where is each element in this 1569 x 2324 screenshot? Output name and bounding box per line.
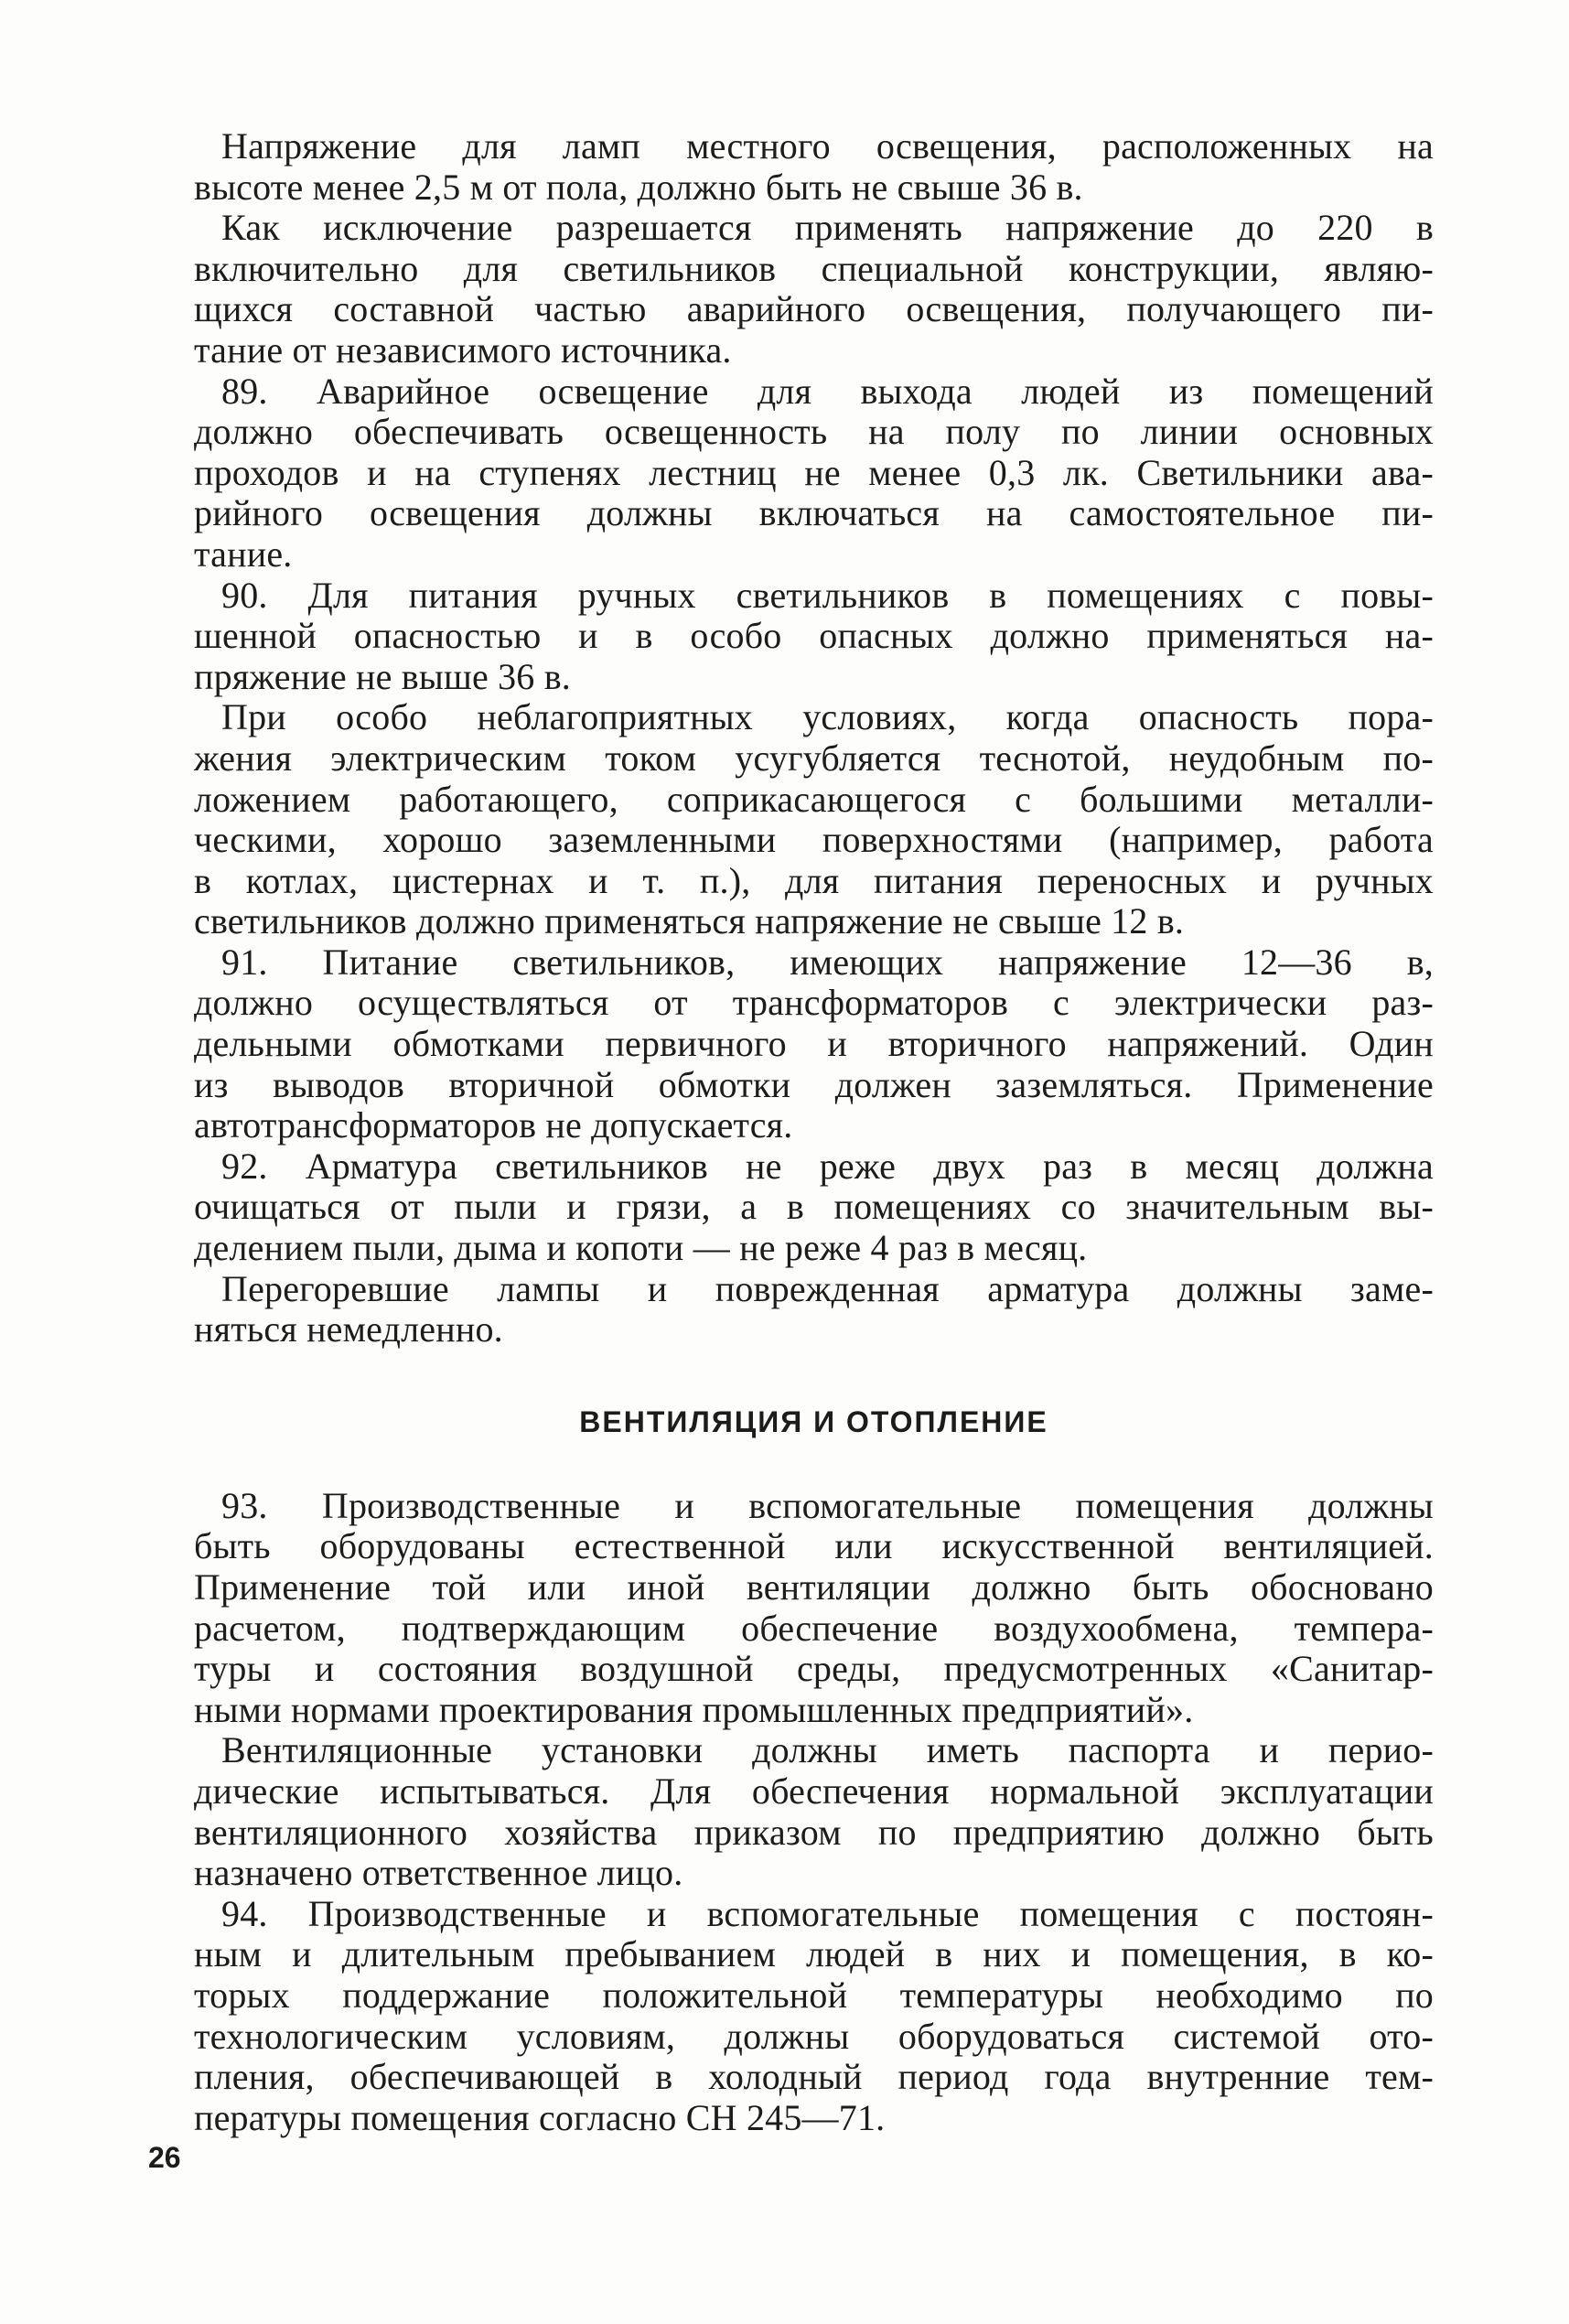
text-line: должно обеспечивать освещенность на полу по линии основных [194,411,1434,453]
paragraph [194,126,1434,208]
paragraph [194,1269,1434,1350]
text-line: светильников должно применяться напряжение не свыше 12 в. [194,900,1185,942]
text-line: ческими, хорошо заземленными поверхностями (например, работа [194,819,1434,861]
paragraph [194,1486,1434,1731]
lighting-section [194,126,1434,1350]
text-line: Как исключение разрешается применять напряжение до 220 в [221,207,1434,249]
text-line: ным и длительным пребыванием людей в них и помещения, в ко- [194,1933,1434,1975]
paragraph [194,1146,1434,1269]
text-line: няться немедленно. [194,1308,503,1350]
text-line: торых поддержание положительной температуры необходимо по [194,1974,1434,2016]
text-line: ными нормами проектирования промышленных предприятий». [194,1688,1194,1730]
text-line: 91. Питание светильников, имеющих напряжение 12—36 в, [221,941,1434,983]
text-line: быть оборудованы естественной или искусственной вентиляцией. [194,1525,1434,1567]
text-line: Вентиляционные установки должны иметь паспорта и перио- [221,1729,1434,1771]
paragraph [194,208,1434,371]
paragraph [194,576,1434,698]
page-number: 26 [148,2141,181,2174]
text-line: рийного освещения должны включаться на самостоятельное пи- [194,492,1434,534]
text-line: тание от независимого источника. [194,328,732,371]
text-line: жения электрическим током усугубляется теснотой, неудобным по- [194,737,1434,779]
text-line: очищаться от пыли и грязи, а в помещениях со значительным вы- [194,1186,1434,1228]
text-line: пления, обеспечивающей в холодный период года внутренние тем- [194,2056,1434,2098]
text-line: туры и состояния воздушной среды, предусмотренных «Санитар- [194,1648,1434,1690]
text-line: 92. Арматура светильников не реже двух раз в месяц должна [221,1145,1434,1187]
text-line: шенной опасностью и в особо опасных должно применяться на- [194,615,1434,657]
text-line: 89. Аварийное освещение для выхода людей из помещений [221,370,1434,412]
text-line: назначено ответственное лицо. [194,1852,683,1894]
text-line: в котлах, цистернах и т. п.), для питания переносных и ручных [194,859,1434,901]
text-line: вентиляционного хозяйства приказом по предприятию должно быть [194,1811,1434,1853]
text-line: должно осуществляться от трансформаторов с электрически раз- [194,982,1434,1024]
text-line: технологическим условиям, должны оборудоваться системой ото- [194,2015,1434,2057]
text-line: пературы помещения согласно СН 245—71. [194,2096,886,2138]
text-line: ложением работающего, соприкасающегося с большими металли- [194,778,1434,820]
page-body [194,126,1434,2138]
paragraph [194,1730,1434,1893]
text-line: 90. Для питания ручных светильников в помещениях с повы- [221,574,1434,616]
text-line: включительно для светильников специальной конструкции, являю- [194,247,1434,289]
paragraph [194,371,1434,576]
text-line: тание. [194,533,293,575]
text-line: расчетом, подтверждающим обеспечение воздухообмена, темпера- [194,1607,1434,1649]
text-line: делением пыли, дыма и копоти — не реже 4 раз в месяц. [194,1227,1088,1269]
text-line: При особо неблагоприятных условиях, когда опасность пора- [221,696,1434,738]
text-line: 94. Производственные и вспомогательные помещения с постоян- [221,1892,1434,1934]
text-line: дические испытываться. Для обеспечения нормальной эксплуатации [194,1770,1434,1812]
text-line: пряжение не выше 36 в. [194,655,571,697]
paragraph [194,697,1434,942]
paragraph [194,1894,1434,2139]
text-line: из выводов вторичной обмотки должен заземляться. Применение [194,1063,1434,1105]
text-line: дельными обмотками первичного и вторичного напряжений. Один [194,1023,1434,1065]
text-line: щихся составной частью аварийного освещения, получающего пи- [194,288,1434,330]
text-line: проходов и на ступенях лестниц не менее 0,3 лк. Светильники ава- [194,451,1434,493]
text-line: Перегоревшие лампы и поврежденная арматура должны заме- [221,1267,1434,1309]
text-line: высоте менее 2,5 м от пола, должно быть не свыше 36 в. [194,166,1083,208]
ventilation-section [194,1486,1434,2139]
text-line: Применение той или иной вентиляции должно быть обосновано [194,1566,1434,1608]
section-heading: ВЕНТИЛЯЦИЯ И ОТОПЛЕНИЕ [579,1404,1048,1438]
paragraph [194,942,1434,1146]
text-line: Напряжение для ламп местного освещения, расположенных на [221,125,1434,167]
text-line: автотрансформаторов не допускается. [194,1104,793,1146]
text-line: 93. Производственные и вспомогательные помещения должны [221,1484,1434,1526]
